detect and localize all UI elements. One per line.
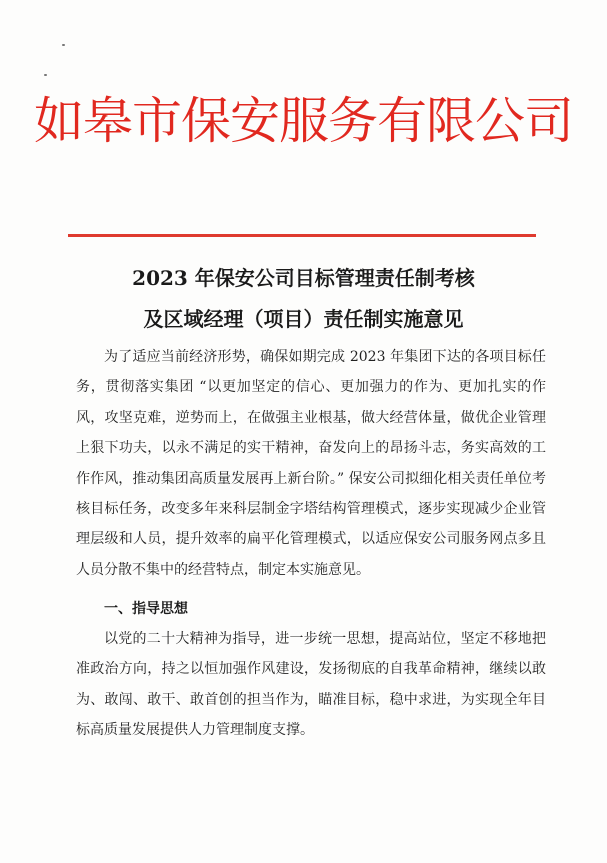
document-title-line-1: 2023 年保安公司目标管理责任制考核	[132, 266, 475, 290]
scan-speck	[44, 74, 47, 76]
section-1-paragraph: 以党的二十大精神为指导，进一步统一思想，提高站位，坚定不移地把准政治方向，持之以恒加强作风建设，发扬彻底的自我革命精神，继续以敢为、敢闯、敢干、敢首创的担当作为，瞄准目标，稳中求进，为实现全年目标高质量发展提供人力管理制度支撑。	[76, 631, 546, 739]
letterhead-company-name: 如皋市保安服务有限公司	[34, 92, 573, 150]
intro-paragraph: 为了适应当前经济形势，确保如期完成 2023 年集团下达的各项目标任务，贯彻落实集团 “以更加坚定的信心、更加强力的作为、更加扎实的作风，攻坚克难，逆势而上，在做强主业根基，做大经营体量，做优企业管理上狠下功夫，以永不满足的实干精神，奋发向上的昂扬斗志，务实高效的工作作风，推动集团高质量发展再上新台阶。” 保安公司拟细化相关责任单位考核目标任务，改变多年来科层制金字塔结构管理模式，逐步实现减少企业管理层级和人员，提升效率的扁平化管理模式，以适应保安公司服务网点多且人员分散不集中的经营特点，制定本实施意见。	[76, 349, 546, 578]
letterhead-red-rule	[68, 234, 536, 237]
section-heading-guiding-ideology: 一、指导思想	[104, 601, 188, 617]
scan-speck	[62, 44, 65, 46]
document-title-line-2: 及区域经理（项目）责任制实施意见	[143, 307, 464, 331]
